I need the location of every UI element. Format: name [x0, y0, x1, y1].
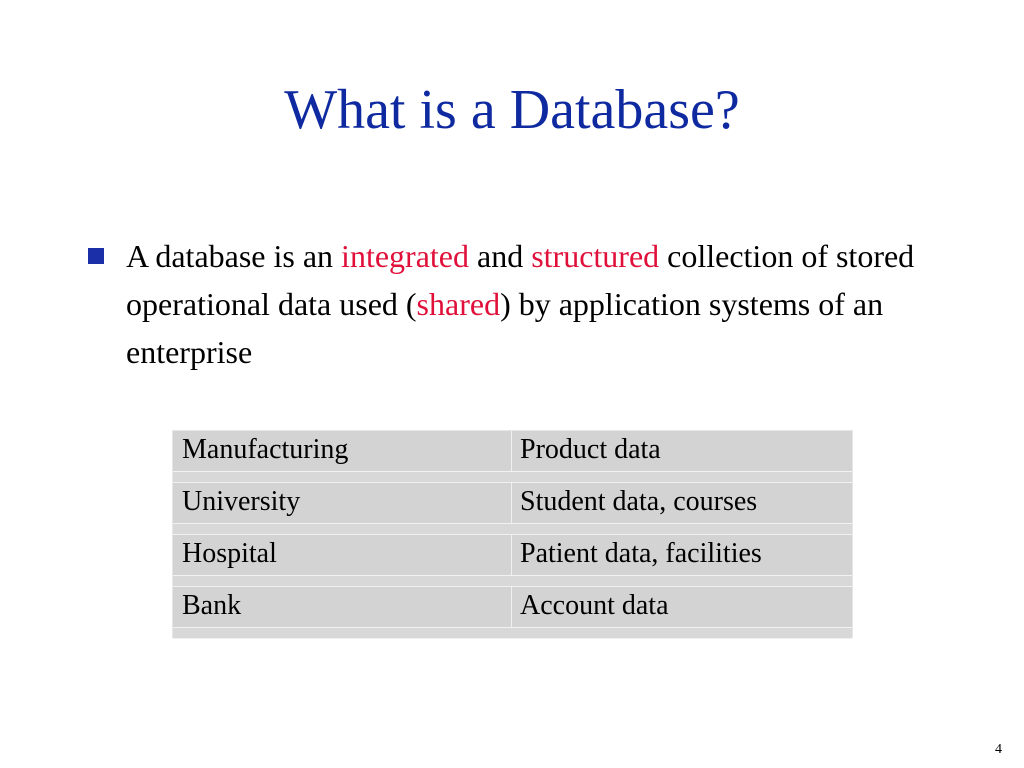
highlight-integrated: integrated	[341, 238, 469, 274]
table-row	[173, 431, 852, 483]
table-cell-domain: Hospital	[182, 538, 277, 569]
table-cell-data: Patient data, facilities	[520, 538, 762, 569]
row-band	[173, 523, 852, 534]
square-bullet-icon	[88, 248, 104, 264]
examples-table	[172, 430, 853, 638]
table-cell-data: Student data, courses	[520, 486, 758, 517]
row-band	[173, 471, 852, 482]
table-row	[173, 483, 852, 535]
page-number: 4	[995, 742, 1002, 757]
bullet-text-part: and	[468, 238, 532, 274]
table-row	[173, 587, 852, 639]
bullet-text	[126, 232, 966, 376]
table-cell-data: Product data	[520, 434, 661, 465]
table-cell-data: Account data	[520, 590, 669, 621]
table-cell-domain: Bank	[182, 590, 242, 621]
bullet-text-part: A database is an	[126, 238, 342, 274]
table-cell-domain: Manufacturing	[182, 434, 349, 465]
highlight-structured: structured	[531, 238, 660, 274]
bullet-text-part: ) by application systems of an enterprise	[126, 286, 884, 370]
table-row	[173, 535, 852, 587]
row-band	[173, 627, 852, 638]
highlight-shared: shared	[416, 286, 501, 322]
table-cell-domain: University	[182, 486, 301, 517]
slide-title: What is a Database?	[284, 79, 740, 141]
bullet-text-part: collection of stored operational data used (	[126, 238, 915, 322]
row-band	[173, 575, 852, 586]
